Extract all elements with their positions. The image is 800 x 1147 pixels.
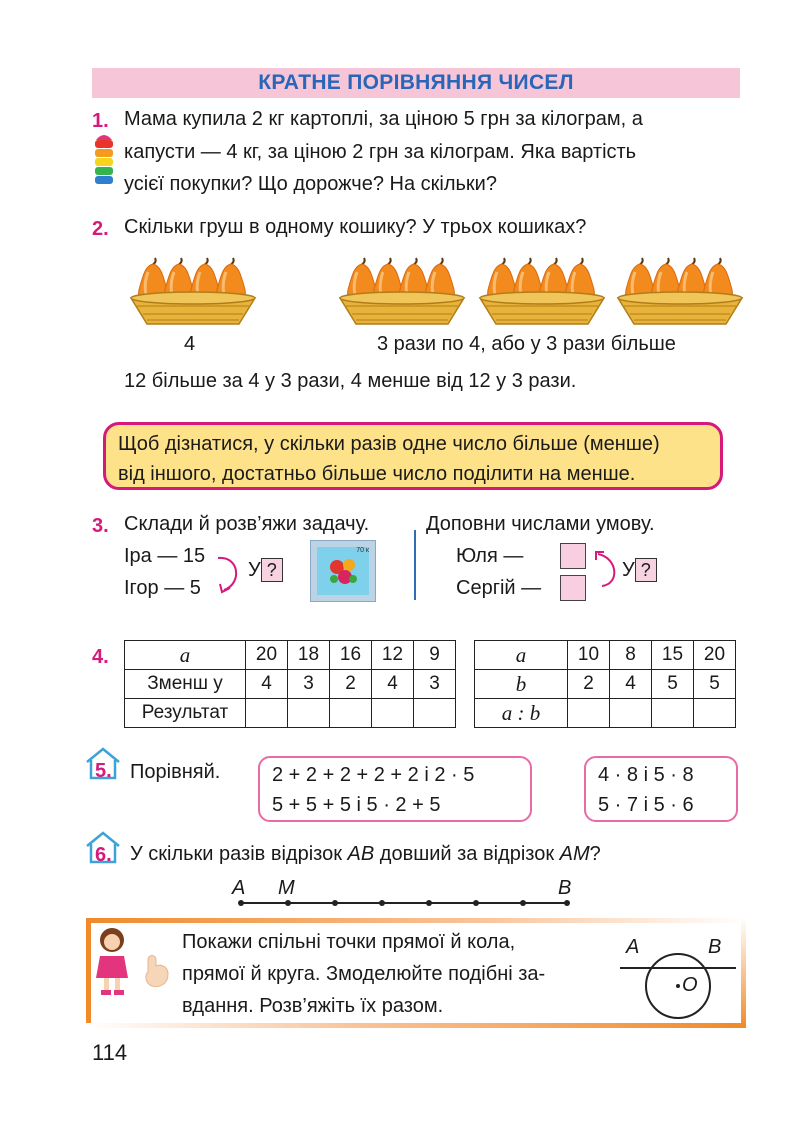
extra-line-3: вдання. Розв’яжіть їх разом. <box>182 995 444 1017</box>
task-1-line-2: капусти — 4 кг, за ціною 2 грн за кілограм. Яка вартість <box>124 141 637 163</box>
girl-icon <box>92 924 136 1000</box>
empty-cell <box>694 699 736 728</box>
expression: 4 · 8 і 5 · 8 <box>598 764 694 786</box>
table-cell: 9 <box>414 641 456 670</box>
table-1-header-b: Зменш у <box>125 670 246 699</box>
empty-cell <box>652 699 694 728</box>
table-cell: 4 <box>610 670 652 699</box>
task-6-question <box>130 838 601 870</box>
circle-point-a: A <box>626 936 640 958</box>
table-row <box>475 641 736 670</box>
table-cell: 12 <box>372 641 414 670</box>
table-cell: 2 <box>568 670 610 699</box>
circle-center-o: O <box>682 974 698 996</box>
expression: 5 + 5 + 5 і 5 · 2 + 5 <box>272 794 441 816</box>
table-row <box>125 670 456 699</box>
point-b-label: B <box>558 877 572 899</box>
task-2-question: Скільки груш в одному кошику? У трьох кошиках? <box>124 216 587 238</box>
answer-square-1 <box>560 543 586 569</box>
task-1-line-3: усієї покупки? Що дорожче? На скільки? <box>124 173 497 195</box>
empty-cell <box>330 699 372 728</box>
compare-prefix: У <box>248 559 261 581</box>
task-3-row-ihor: Ігор — 5 <box>124 577 201 599</box>
table-2 <box>474 640 736 728</box>
table-1-header-a: a <box>125 641 246 670</box>
table-row <box>475 699 736 728</box>
extra-line-1: Покажи спільні точки прямої й кола, <box>182 931 516 953</box>
answer-square-2 <box>560 575 586 601</box>
table-cell: 5 <box>652 670 694 699</box>
task-3-left-heading: Склади й розв’яжи задачу. <box>124 513 370 535</box>
task-1-number: 1. <box>92 110 109 132</box>
table-cell: 4 <box>246 670 288 699</box>
table-cell: 15 <box>652 641 694 670</box>
expression: 5 · 7 і 5 · 6 <box>598 794 694 816</box>
task-3-right-heading: Доповни числами умову. <box>426 513 655 535</box>
expression-box-2 <box>584 756 738 822</box>
task-3-row-yulia: Юля — <box>456 545 524 567</box>
task-3-right-compare <box>622 554 657 586</box>
segment-ab-diagram <box>236 896 572 910</box>
question-mid: довший за відрізок <box>374 843 560 865</box>
table-cell: 2 <box>330 670 372 699</box>
expression: 2 + 2 + 2 + 2 + 2 і 2 · 5 <box>272 764 475 786</box>
table-cell: 5 <box>694 670 736 699</box>
circle-point-b: B <box>708 936 722 958</box>
point-m-label: M <box>278 877 295 899</box>
task-2-conclusion: 12 більше за 4 у 3 рази, 4 менше від 12 у 3 рази. <box>124 370 577 392</box>
empty-cell <box>372 699 414 728</box>
empty-cell <box>414 699 456 728</box>
compare-arrow-icon <box>214 552 250 596</box>
table-cell: 4 <box>372 670 414 699</box>
table-row <box>125 641 456 670</box>
question-box-right: ? <box>635 558 657 582</box>
task-5-number: 5. <box>95 760 112 782</box>
task-3-left-compare <box>248 554 283 586</box>
question-box: ? <box>261 558 283 582</box>
page-title: КРАТНЕ ПОРІВНЯННЯ ЧИСЕЛ <box>92 68 740 98</box>
stamp-value: 70 к <box>356 547 369 554</box>
empty-cell <box>246 699 288 728</box>
table-cell: 8 <box>610 641 652 670</box>
task-1-line-1: Мама купила 2 кг картоплі, за ціною 5 грн за кілограм, а <box>124 108 643 130</box>
question-start: У скільки разів відрізок <box>130 843 348 865</box>
pencil-icon <box>92 132 116 191</box>
table-row <box>125 699 456 728</box>
segment-am: AM <box>559 843 590 865</box>
flower-icon <box>325 553 361 589</box>
expression-box-1 <box>258 756 532 822</box>
table-1 <box>124 640 456 728</box>
task-5-label: Порівняй. <box>130 761 221 783</box>
rule-line-2: від іншого, достатньо більше число поділити на менше. <box>118 463 636 485</box>
table-1-header-result: Результат <box>125 699 246 728</box>
point-a-label: A <box>232 877 246 899</box>
question-end: ? <box>589 843 601 865</box>
table-cell: 16 <box>330 641 372 670</box>
task-4-number: 4. <box>92 646 109 668</box>
table-cell: 3 <box>288 670 330 699</box>
task-2-label-one-basket: 4 <box>184 333 196 355</box>
table-2-header-result: a : b <box>475 699 568 728</box>
rule-box <box>103 422 723 490</box>
task-3-row-serhii: Сергій — <box>456 577 542 599</box>
table-cell: 18 <box>288 641 330 670</box>
table-cell: 20 <box>246 641 288 670</box>
table-row <box>475 670 736 699</box>
rule-line-1: Щоб дізнатися, у скільки разів одне число більше (менше) <box>118 433 660 455</box>
table-cell: 10 <box>568 641 610 670</box>
empty-cell <box>610 699 652 728</box>
empty-cell <box>288 699 330 728</box>
task-2-number: 2. <box>92 218 109 240</box>
table-cell: 3 <box>414 670 456 699</box>
table-cell: 20 <box>694 641 736 670</box>
table-2-header-a: a <box>475 641 568 670</box>
pear-baskets-illustration <box>0 250 800 334</box>
divider <box>414 530 416 600</box>
task-6-number: 6. <box>95 844 112 866</box>
segment-ab: AB <box>347 843 375 865</box>
hand-icon <box>142 950 174 990</box>
task-3-number: 3. <box>92 515 109 537</box>
extra-line-2: прямої й круга. Змоделюйте подібні за- <box>182 963 546 985</box>
task-2-label-three-baskets: 3 рази по 4, або у 3 рази більше <box>377 333 676 355</box>
compare-prefix-right: У <box>622 559 635 581</box>
postage-stamp <box>310 540 376 602</box>
page-number: 114 <box>92 1040 128 1065</box>
empty-cell <box>568 699 610 728</box>
task-3-row-ira: Іра — 15 <box>124 545 206 567</box>
table-2-header-b: b <box>475 670 568 699</box>
